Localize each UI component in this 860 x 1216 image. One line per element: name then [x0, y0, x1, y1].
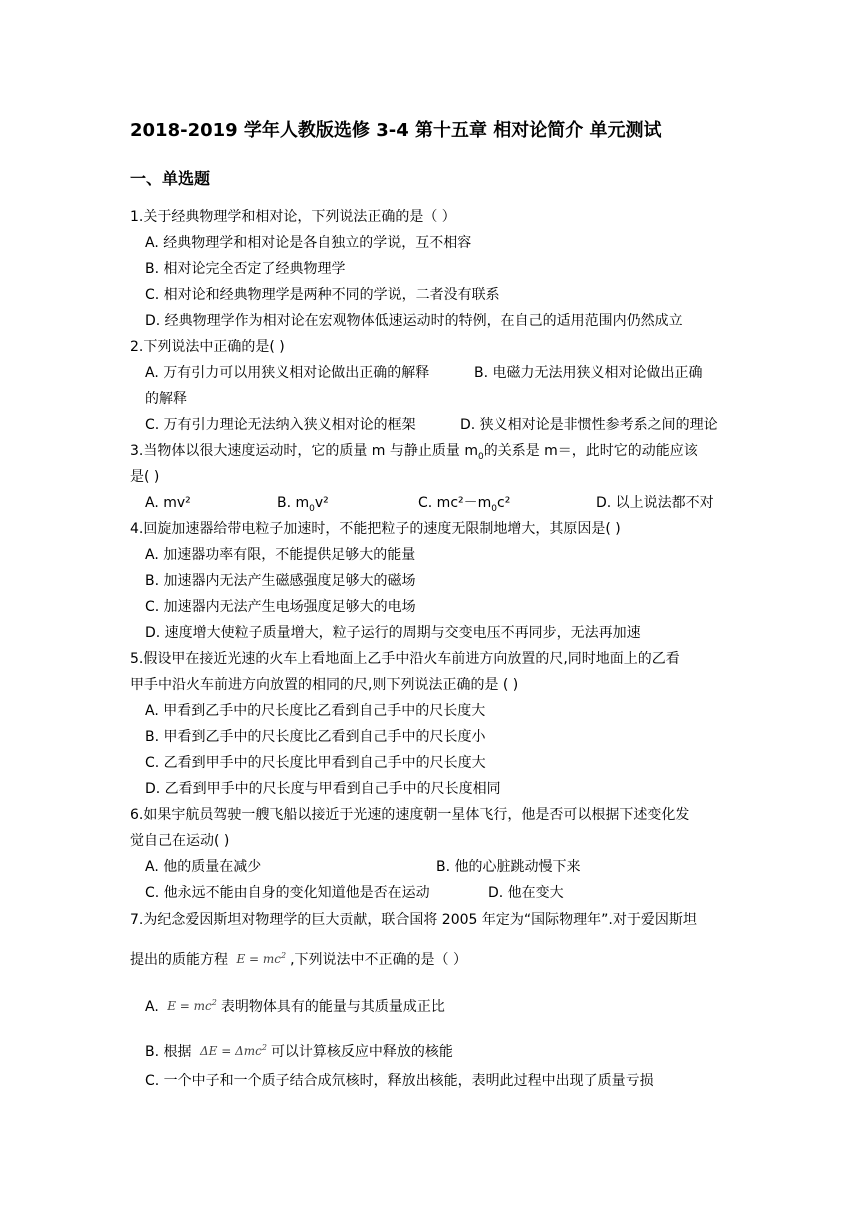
question-6-option-b: B. 他的心脏跳动慢下来: [436, 859, 581, 875]
question-4-stem: 4.回旋加速器给带电粒子加速时，不能把粒子的速度无限制地增大，其原因是( ): [130, 521, 621, 537]
option-a-label: A.: [145, 999, 159, 1015]
question-5-stem: 5.假设甲在接近光速的火车上看地面上乙手中沿火车前进方向放置的尺,同时地面上的乙看: [130, 651, 680, 667]
question-7-stem: 7.为纪念爱因斯坦对物理学的巨大贡献，联合国将 2005 年定为“国际物理年”.对于爱因斯坦: [130, 912, 697, 928]
question-6-option-c: C. 他永远不能由自身的变化知道他是否在运动: [145, 885, 430, 901]
question-7-stem-line-2: [130, 946, 467, 970]
question-2-option-a: A. 万有引力可以用狭义相对论做出正确的解释: [145, 365, 430, 381]
option-a-text: 表明物体具有的能量与其质量成正比: [220, 999, 445, 1015]
question-3-option-b: [277, 493, 329, 519]
question-1-option-c: C. 相对论和经典物理学是两种不同的学说，二者没有联系: [145, 287, 500, 303]
mass-energy-formula-image: [232, 946, 290, 969]
page-title: 2018-2019 学年人教版选修 3-4 第十五章 相对论简介 单元测试: [130, 120, 662, 141]
option-b-label: B. 根据: [145, 1044, 192, 1060]
formula-exponent: 2: [261, 1043, 267, 1052]
rest-mass-subscript: 0: [477, 451, 484, 462]
section-heading: 一、单选题: [130, 169, 211, 188]
question-3-stem-text: 3.当物体以很大速度运动时，它的质量 m 与静止质量 m: [130, 443, 478, 459]
question-7-option-c: C. 一个中子和一个质子结合成氘核时，释放出核能，表明此过程中出现了质量亏损: [145, 1073, 654, 1089]
question-1-stem: 1.关于经典物理学和相对论，下列说法正确的是（ ）: [130, 209, 456, 225]
option-b-text-end: v²: [314, 495, 329, 511]
question-6-option-a: A. 他的质量在减少: [145, 859, 262, 875]
question-7-option-a: [145, 993, 445, 1017]
option-b-text: 可以计算核反应中释放的核能: [270, 1044, 453, 1060]
question-5-option-d: D. 乙看到甲手中的尺长度与甲看到自己手中的尺长度相同: [145, 781, 501, 797]
formula-exponent: 2: [211, 998, 217, 1007]
option-b-subscript: 0: [309, 503, 315, 514]
option-c-subscript: 0: [491, 503, 497, 514]
question-3-option-d: D. 以上说法都不对: [596, 495, 714, 511]
question-5-option-c: C. 乙看到甲手中的尺长度比甲看到自己手中的尺长度大: [145, 755, 486, 771]
option-c-text-end: c²: [497, 495, 511, 511]
option-a-formula-image: [163, 993, 221, 1016]
question-4-option-d: D. 速度增大使粒子质量增大，粒子运行的周期与交变电压不再同步，无法再加速: [145, 625, 641, 641]
formula-text: E = mc: [167, 999, 212, 1013]
question-5-option-a: A. 甲看到乙手中的尺长度比乙看到自己手中的尺长度大: [145, 703, 486, 719]
question-3-stem-text-end: 的关系是 m＝，此时它的动能应该: [483, 443, 698, 459]
question-3-stem-continued: 是( ): [130, 469, 160, 485]
option-b-text: B. m: [277, 495, 310, 511]
formula-text: ΔE = Δmc: [199, 1044, 262, 1058]
question-3-option-c: [418, 493, 510, 519]
question-6-stem: 6.如果宇航员驾驶一艘飞船以接近于光速的速度朝一星体飞行，他是否可以根据下述变化发: [130, 807, 690, 823]
question-3-option-a: A. mv²: [145, 495, 191, 511]
question-2-option-b-continued: 的解释: [145, 391, 187, 407]
question-2-option-d: D. 狭义相对论是非惯性参考系之间的理论: [460, 417, 718, 433]
option-b-formula-image: [196, 1038, 271, 1061]
option-c-text: C. mc²－m: [418, 495, 492, 511]
question-4-option-c: C. 加速器内无法产生电场强度足够大的电场: [145, 599, 416, 615]
question-6-stem-continued: 觉自己在运动( ): [130, 833, 230, 849]
question-6-option-d: D. 他在变大: [488, 885, 564, 901]
question-1-option-d: D. 经典物理学作为相对论在宏观物体低速运动时的特例，在自己的适用范围内仍然成立: [145, 313, 683, 329]
formula-text: E = mc: [236, 952, 281, 966]
question-7-stem-text-end: ,下列说法中不正确的是（ ）: [290, 952, 467, 968]
question-4-option-a: A. 加速器功率有限，不能提供足够大的能量: [145, 547, 416, 563]
question-5-stem-continued: 甲手中沿火车前进方向放置的相同的尺,则下列说法正确的是 ( ): [130, 677, 519, 693]
question-7-stem-text: 提出的质能方程: [130, 952, 228, 968]
question-7-option-b: [145, 1038, 453, 1062]
question-4-option-b: B. 加速器内无法产生磁感强度足够大的磁场: [145, 573, 416, 589]
question-1-option-b: B. 相对论完全否定了经典物理学: [145, 261, 346, 277]
formula-exponent: 2: [281, 951, 287, 960]
question-1-option-a: A. 经典物理学和相对论是各自独立的学说，互不相容: [145, 235, 472, 251]
question-5-option-b: B. 甲看到乙手中的尺长度比乙看到自己手中的尺长度小: [145, 729, 486, 745]
question-2-stem: 2.下列说法中正确的是( ): [130, 339, 285, 355]
question-3-stem: [130, 441, 698, 467]
question-2-option-c: C. 万有引力理论无法纳入狭义相对论的框架: [145, 417, 416, 433]
question-2-option-b: B. 电磁力无法用狭义相对论做出正确: [474, 365, 703, 381]
